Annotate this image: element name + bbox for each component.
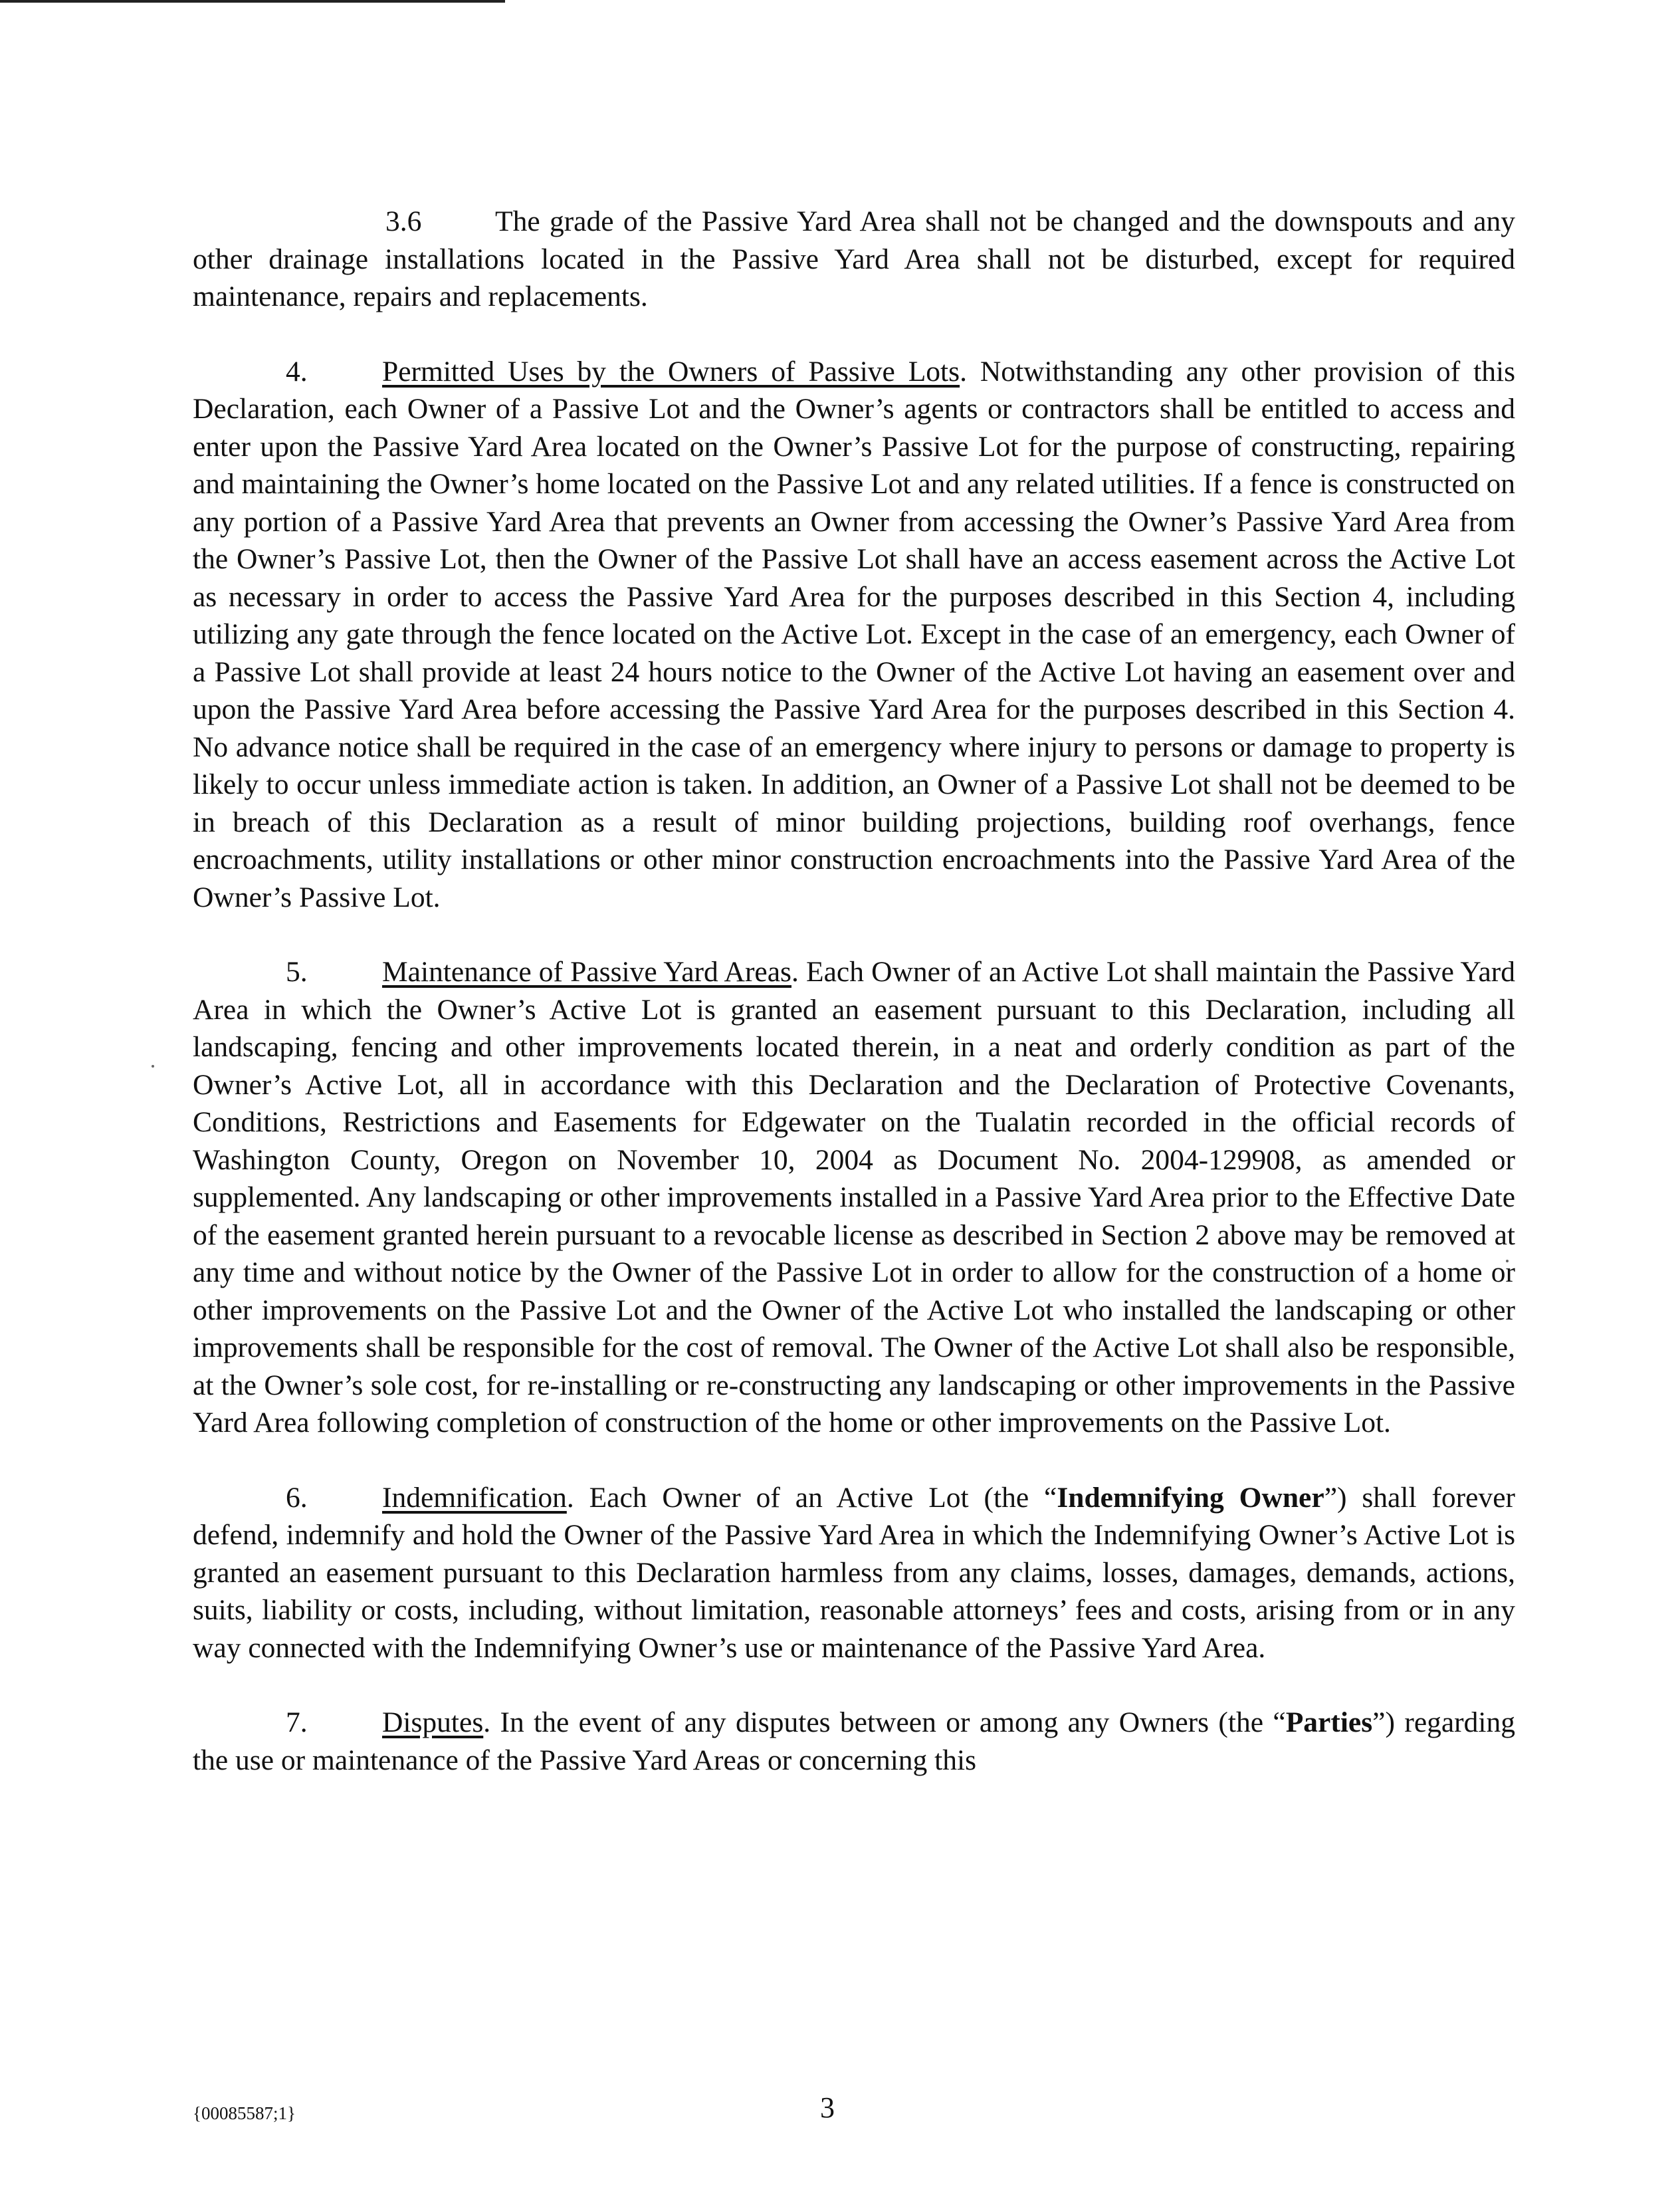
scan-speck [152,1065,154,1068]
heading-punctuation: . [791,956,799,988]
section-4-paragraph [193,353,1515,917]
defined-term: Parties [1285,1706,1373,1738]
section-7-paragraph [193,1704,1515,1779]
section-heading: Maintenance of Passive Yard Areas [382,956,791,988]
section-text: Each Owner of an Active Lot (the “ [589,1481,1057,1514]
section-number: 4. [286,355,308,388]
defined-term: Indemnifying Owner [1057,1481,1324,1514]
section-heading: Disputes [382,1706,484,1738]
heading-punctuation: . [566,1481,574,1514]
section-text: Each Owner of an Active Lot shall maintain the Passive Yard Area in which the Owner’s Active Lot is granted an easement pursuant to this Declaration, including all landscaping, fencing and other improvements located therein, in a neat and orderly condition as part of the Owner’s Active Lot, all in accordance with this Declaration and the Declaration of Protective Covenants, Conditions, Restrictions and Easements for Edgewater on the Tualatin recorded in the official records of Washington County, Oregon on November 10, 2004 as Document No. 2004-129908, as amended or supplemented. Any landscaping or other improvements installed in a Passive Yard Area prior to the Effective Date of the easement granted herein pursuant to a revocable license as described in Section 2 above may be removed at any time and without notice by the Owner of the Passive Lot in order to allow for the construction of a home or other improvements on the Passive Lot and the Owner of the Active Lot who installed the landscaping or other improvements shall be responsible for the cost of removal. The Owner of the Active Lot shall also be responsible, at the Owner’s sole cost, for re-installing or re-constructing any landscaping or other improvements in the Passive Yard Area following completion of construction of the home or other improvements on the Passive Lot. [193,956,1516,1439]
section-text: ”) regarding the use or maintenance of the Passive Yard Areas or concerning this [193,1706,1516,1776]
section-3-6-paragraph [193,203,1515,316]
section-text: ”) shall forever defend, indemnify and hold the Owner of the Passive Yard Area in which the Indemnifying Owner’s Active Lot is granted an easement pursuant to this Declaration harmless from any claims, losses, damages, demands, actions, suits, liability or costs, including, without limitation, reasonable attorneys’ fees and costs, arising from or in any way connected with the Indemnifying Owner’s use or maintenance of the Passive Yard Area. [193,1481,1515,1664]
section-number: 6. [286,1481,308,1514]
section-heading: Indemnification [382,1481,567,1514]
heading-punctuation: . [960,355,967,388]
document-body [193,203,1515,1816]
section-text: In the event of any disputes between or among any Owners (the “ [500,1706,1286,1738]
section-number: 3.6 [385,205,422,237]
section-heading: Permitted Uses by the Owners of Passive Lots [382,355,960,388]
footer-document-id: {00085587;1} [193,2103,296,2123]
section-number: 7. [286,1706,308,1738]
scan-edge-line [0,0,505,3]
page-number: 3 [820,2091,835,2124]
section-5-paragraph [193,953,1515,1442]
section-number: 5. [286,956,308,988]
section-text: The grade of the Passive Yard Area shall not be changed and the downspouts and any other drainage installations located in the Passive Yard Area shall not be disturbed, except for required maintenance, repairs and replacements. [193,205,1515,312]
section-text: Notwithstanding any other provision of this Declaration, each Owner of a Passive Lot and the Owner’s agents or contractors shall be entitled to access and enter upon the Passive Yard Area located on the Owner’s Passive Lot for the purpose of constructing, repairing and maintaining the Owner’s home located on the Passive Lot and any related utilities. If a fence is constructed on any portion of a Passive Yard Area that prevents an Owner from accessing the Owner’s Passive Yard Area from the Owner’s Passive Lot, then the Owner of the Passive Lot shall have an access easement across the Active Lot as necessary in order to access the Passive Yard Area for the purposes described in this Section 4, including utilizing any gate through the fence located on the Active Lot. Except in the case of an emergency, each Owner of a Passive Lot shall provide at least 24 hours notice to the Owner of the Active Lot having an easement over and upon the Passive Yard Area before accessing the Passive Yard Area for the purposes described in this Section 4. No advance notice shall be required in the case of an emergency where injury to persons or damage to property is likely to occur unless immediate action is taken. In addition, an Owner of a Passive Lot shall not be deemed to be in breach of this Declaration as a result of minor building projections, building roof overhangs, fence encroachments, utility installations or other minor construction encroachments into the Passive Yard Area of the Owner’s Passive Lot. [193,355,1515,913]
heading-punctuation: . [483,1706,491,1738]
section-6-paragraph [193,1479,1515,1667]
